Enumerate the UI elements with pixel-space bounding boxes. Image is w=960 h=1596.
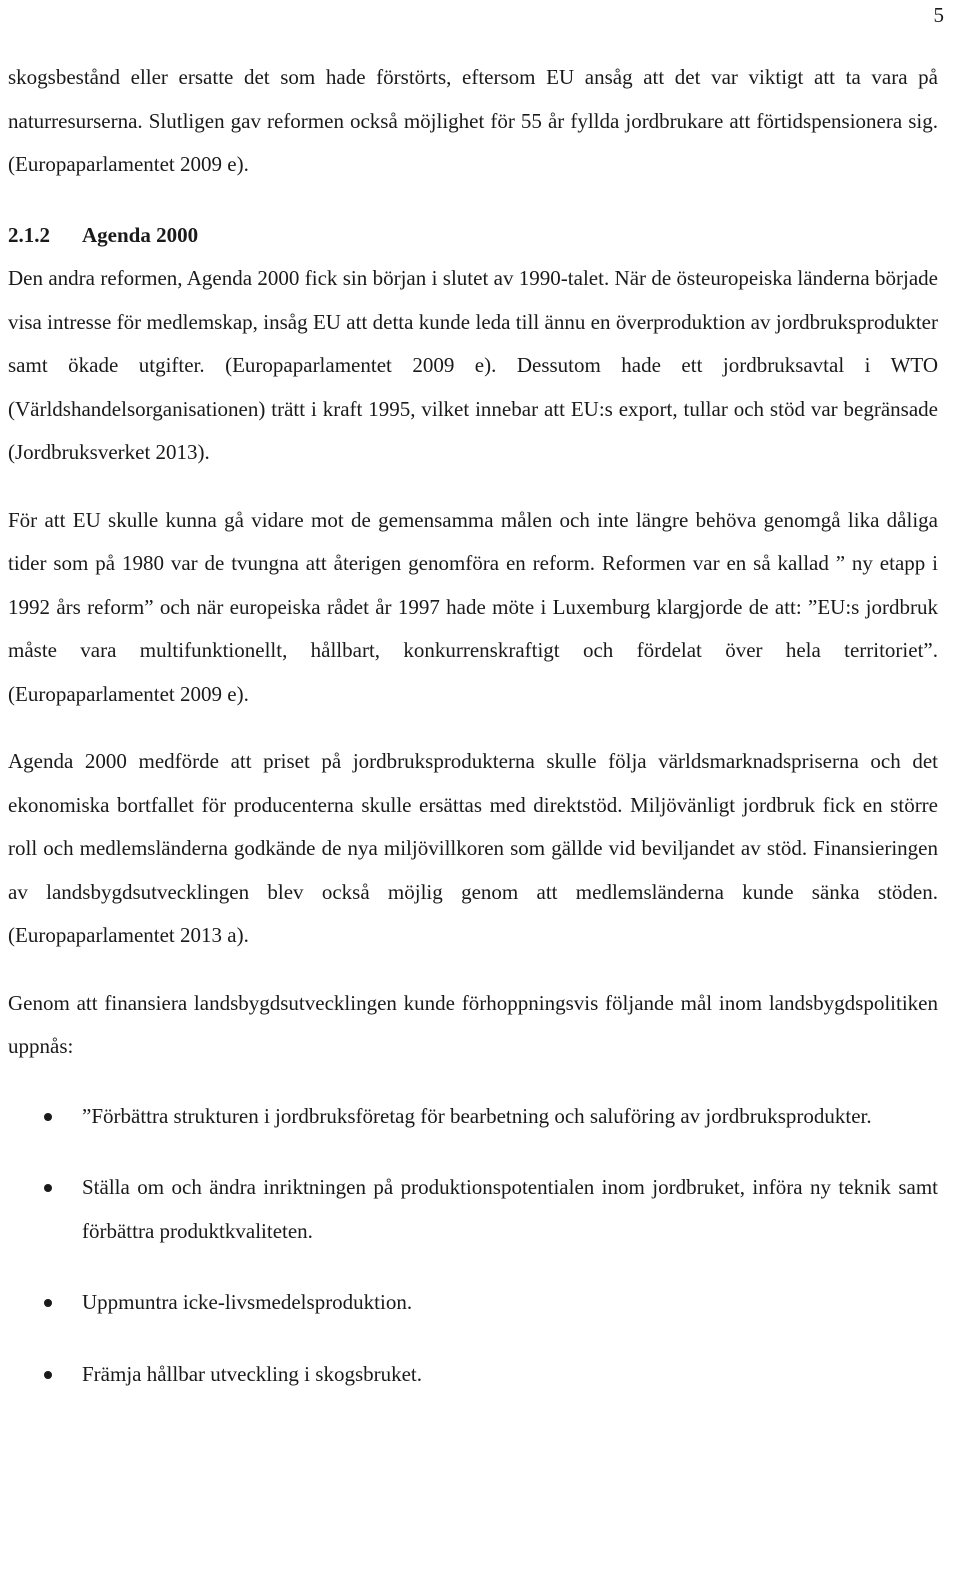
bullet-icon (44, 1113, 52, 1121)
section-number: 2.1.2 (8, 222, 50, 247)
section-heading (8, 214, 938, 258)
list-item (8, 1353, 938, 1397)
list-item (8, 1166, 938, 1253)
paragraph-agenda-effects: Agenda 2000 medförde att priset på jordbruksprodukterna skulle följa världsmarknadspriserna och det ekonomiska bortfallet för producenterna skulle ersättas med direktstöd. Miljövänligt jordbruk fick en större roll och medlemsländerna godkände de nya miljövillkoren som gällde vid beviljandet av stöd. Finansieringen av landsbygdsutvecklingen blev också möjlig genom att medlemsländerna kunde sänka stöden. (Europaparlamentet 2013 a). (8, 749, 938, 947)
paragraph-reform-goals: För att EU skulle kunna gå vidare mot de gemensamma målen och inte längre behöva genomgå lika dåliga tider som på 1980 var de tvungna att återigen genomföra en reform. Reformen var en så kallad ” ny etapp i 1992 års reform” och när europeiska rådet år 1997 hade möte i Luxemburg klargjorde de att: ”EU:s jordbruk måste vara multifunktionellt, hållbart, konkurrenskraftigt och fördelat över hela territoriet”. (Europaparlamentet 2009 e). (8, 507, 938, 706)
bullet-icon (44, 1299, 52, 1307)
paragraph-reform-continuation: skogsbestånd eller ersatte det som hade förstörts, eftersom EU ansåg att det var viktigt att ta vara på naturresurserna. Slutligen gav reformen också möjlighet för 55 år fyllda jordbrukare att förtidspensionera sig. (Europaparlamentet 2009 e). (8, 65, 938, 176)
list-item-text: Främja hållbar utveckling i skogsbruket. (82, 1361, 423, 1386)
list-item-text: Uppmuntra icke-livsmedelsproduktion. (82, 1290, 413, 1314)
list-item-text: ”Förbättra strukturen i jordbruksföretag för bearbetning och saluföring av jordbruksprodukter. (82, 1103, 872, 1128)
bullet-icon (44, 1371, 52, 1379)
page-number: 5 (933, 3, 944, 27)
paragraph-rural-development: Genom att finansiera landsbygdsutvecklingen kunde förhoppningsvis följande mål inom landsbygdspolitiken uppnås: (8, 990, 938, 1058)
document-body (8, 56, 938, 1424)
section-title: Agenda 2000 (82, 222, 199, 247)
list-item-text: Ställa om och ändra inriktningen på produktionspotentialen inom jordbruket, införa ny teknik samt förbättra produktkvaliteten. (82, 1175, 938, 1243)
bullet-icon (44, 1184, 52, 1192)
list-item (8, 1095, 938, 1139)
paragraph-agenda-intro: Den andra reformen, Agenda 2000 fick sin början i slutet av 1990-talet. När de östeuropeiska länderna började visa intresse för medlemskap, insåg EU att detta kunde leda till ännu en överproduktion av jordbruksprodukter samt ökade utgifter. (Europaparlamentet 2009 e). Dessutom hade ett jordbruksavtal i WTO (Världshandelsorganisationen) trätt i kraft 1995, vilket innebar att EU:s export, tullar och stöd var begränsade (Jordbruksverket 2013). (8, 266, 938, 464)
goals-list (8, 1095, 938, 1397)
list-item (8, 1281, 938, 1325)
